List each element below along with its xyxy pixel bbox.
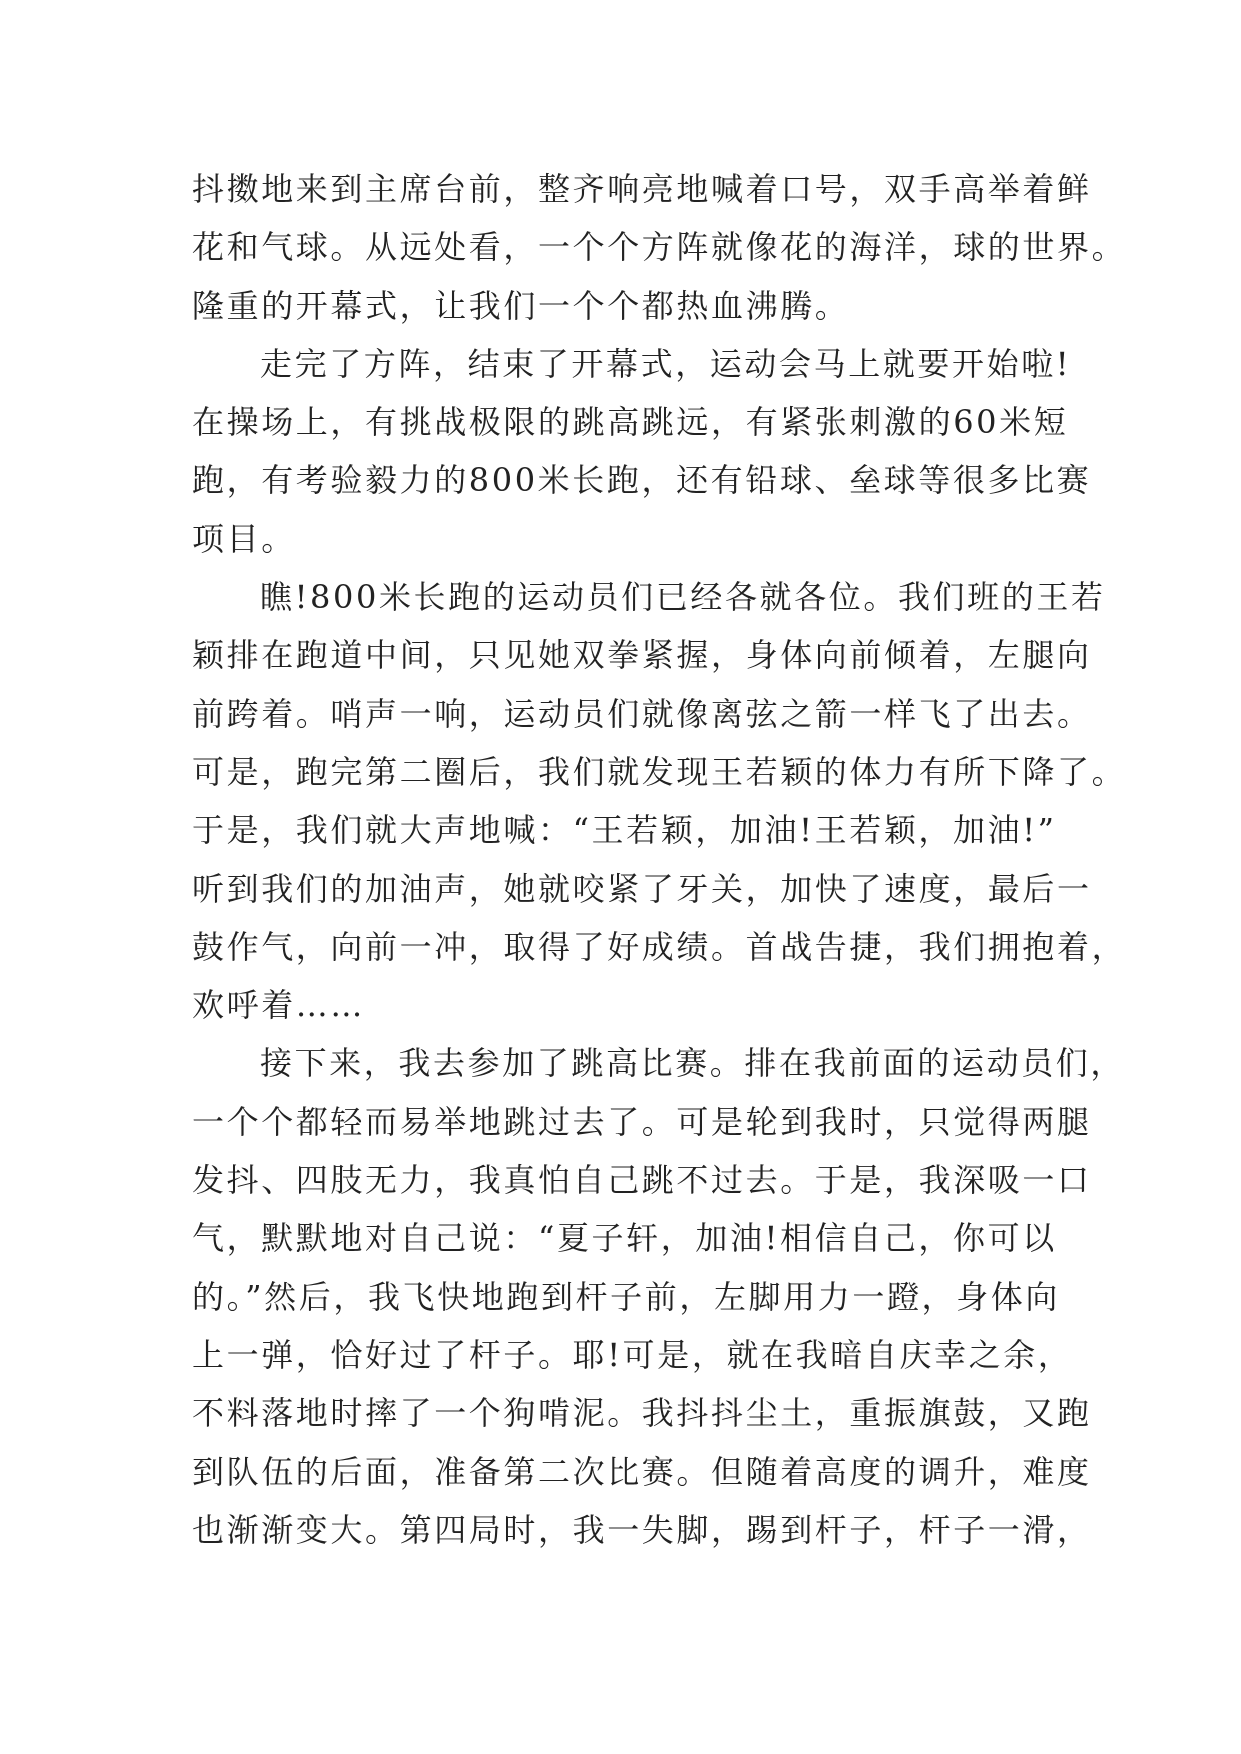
text-line: 颖排在跑道中间，只见她双拳紧握，身体向前倾着，左腿向 xyxy=(192,636,1092,675)
text-line: 上一弹，恰好过了杆子。耶!可是，就在我暗自庆幸之余， xyxy=(192,1335,1073,1374)
text-line: 也渐渐变大。第四局时，我一失脚，踢到杆子，杆子一滑， xyxy=(192,1510,1092,1549)
text-line: 发抖、四肢无力，我真怕自己跳不过去。于是，我深吸一口 xyxy=(192,1161,1092,1200)
article-body xyxy=(192,160,1127,1559)
text-line: 气，默默地对自己说：“夏子轩，加油!相信自己，你可以 xyxy=(192,1219,1057,1258)
text-line: 不料落地时摔了一个狗啃泥。我抖抖尘土，重振旗鼓，又跑 xyxy=(192,1394,1092,1433)
text-line: 到队伍的后面，准备第二次比赛。但随着高度的调升，难度 xyxy=(192,1452,1092,1491)
text-line: 欢呼着…… xyxy=(192,986,366,1025)
text-line: 在操场上，有挑战极限的跳高跳远，有紧张刺激的60米短 xyxy=(192,403,1069,442)
text-line: 一个个都轻而易举地跳过去了。可是轮到我时，只觉得两腿 xyxy=(192,1102,1092,1141)
paragraph-2 xyxy=(192,335,1092,568)
paragraph-1 xyxy=(192,160,1127,335)
text-line: 跑，有考验毅力的800米长跑，还有铅球、垒球等很多比赛 xyxy=(192,461,1092,500)
paragraph-4 xyxy=(192,1034,1126,1559)
text-line: 听到我们的加油声，她就咬紧了牙关，加快了速度，最后一 xyxy=(192,869,1092,908)
text-line: 瞧!800米长跑的运动员们已经各就各位。我们班的王若 xyxy=(260,578,1106,617)
text-line: 的。”然后，我飞快地跑到杆子前，左脚用力一蹬，身体向 xyxy=(192,1277,1060,1316)
paragraph-3 xyxy=(192,568,1127,1034)
text-line: 前跨着。哨声一响，运动员们就像离弦之箭一样飞了出去。 xyxy=(192,694,1092,733)
text-line: 抖擞地来到主席台前，整齐响亮地喊着口号，双手高举着鲜 xyxy=(192,170,1092,208)
text-line: 于是，我们就大声地喊：“王若颖，加油!王若颖，加油!” xyxy=(192,811,1057,850)
text-line: 可是，跑完第二圈后，我们就发现王若颖的体力有所下降了。 xyxy=(192,752,1127,791)
text-line: 隆重的开幕式，让我们一个个都热血沸腾。 xyxy=(192,286,850,325)
text-line: 项目。 xyxy=(192,519,296,558)
text-line: 接下来，我去参加了跳高比赛。排在我前面的运动员们， xyxy=(260,1044,1126,1083)
text-line: 花和气球。从远处看，一个个方阵就像花的海洋，球的世界。 xyxy=(192,228,1127,267)
text-line: 走完了方阵，结束了开幕式，运动会马上就要开始啦! xyxy=(260,344,1072,383)
text-line: 鼓作气，向前一冲，取得了好成绩。首战告捷，我们拥抱着， xyxy=(192,927,1127,966)
